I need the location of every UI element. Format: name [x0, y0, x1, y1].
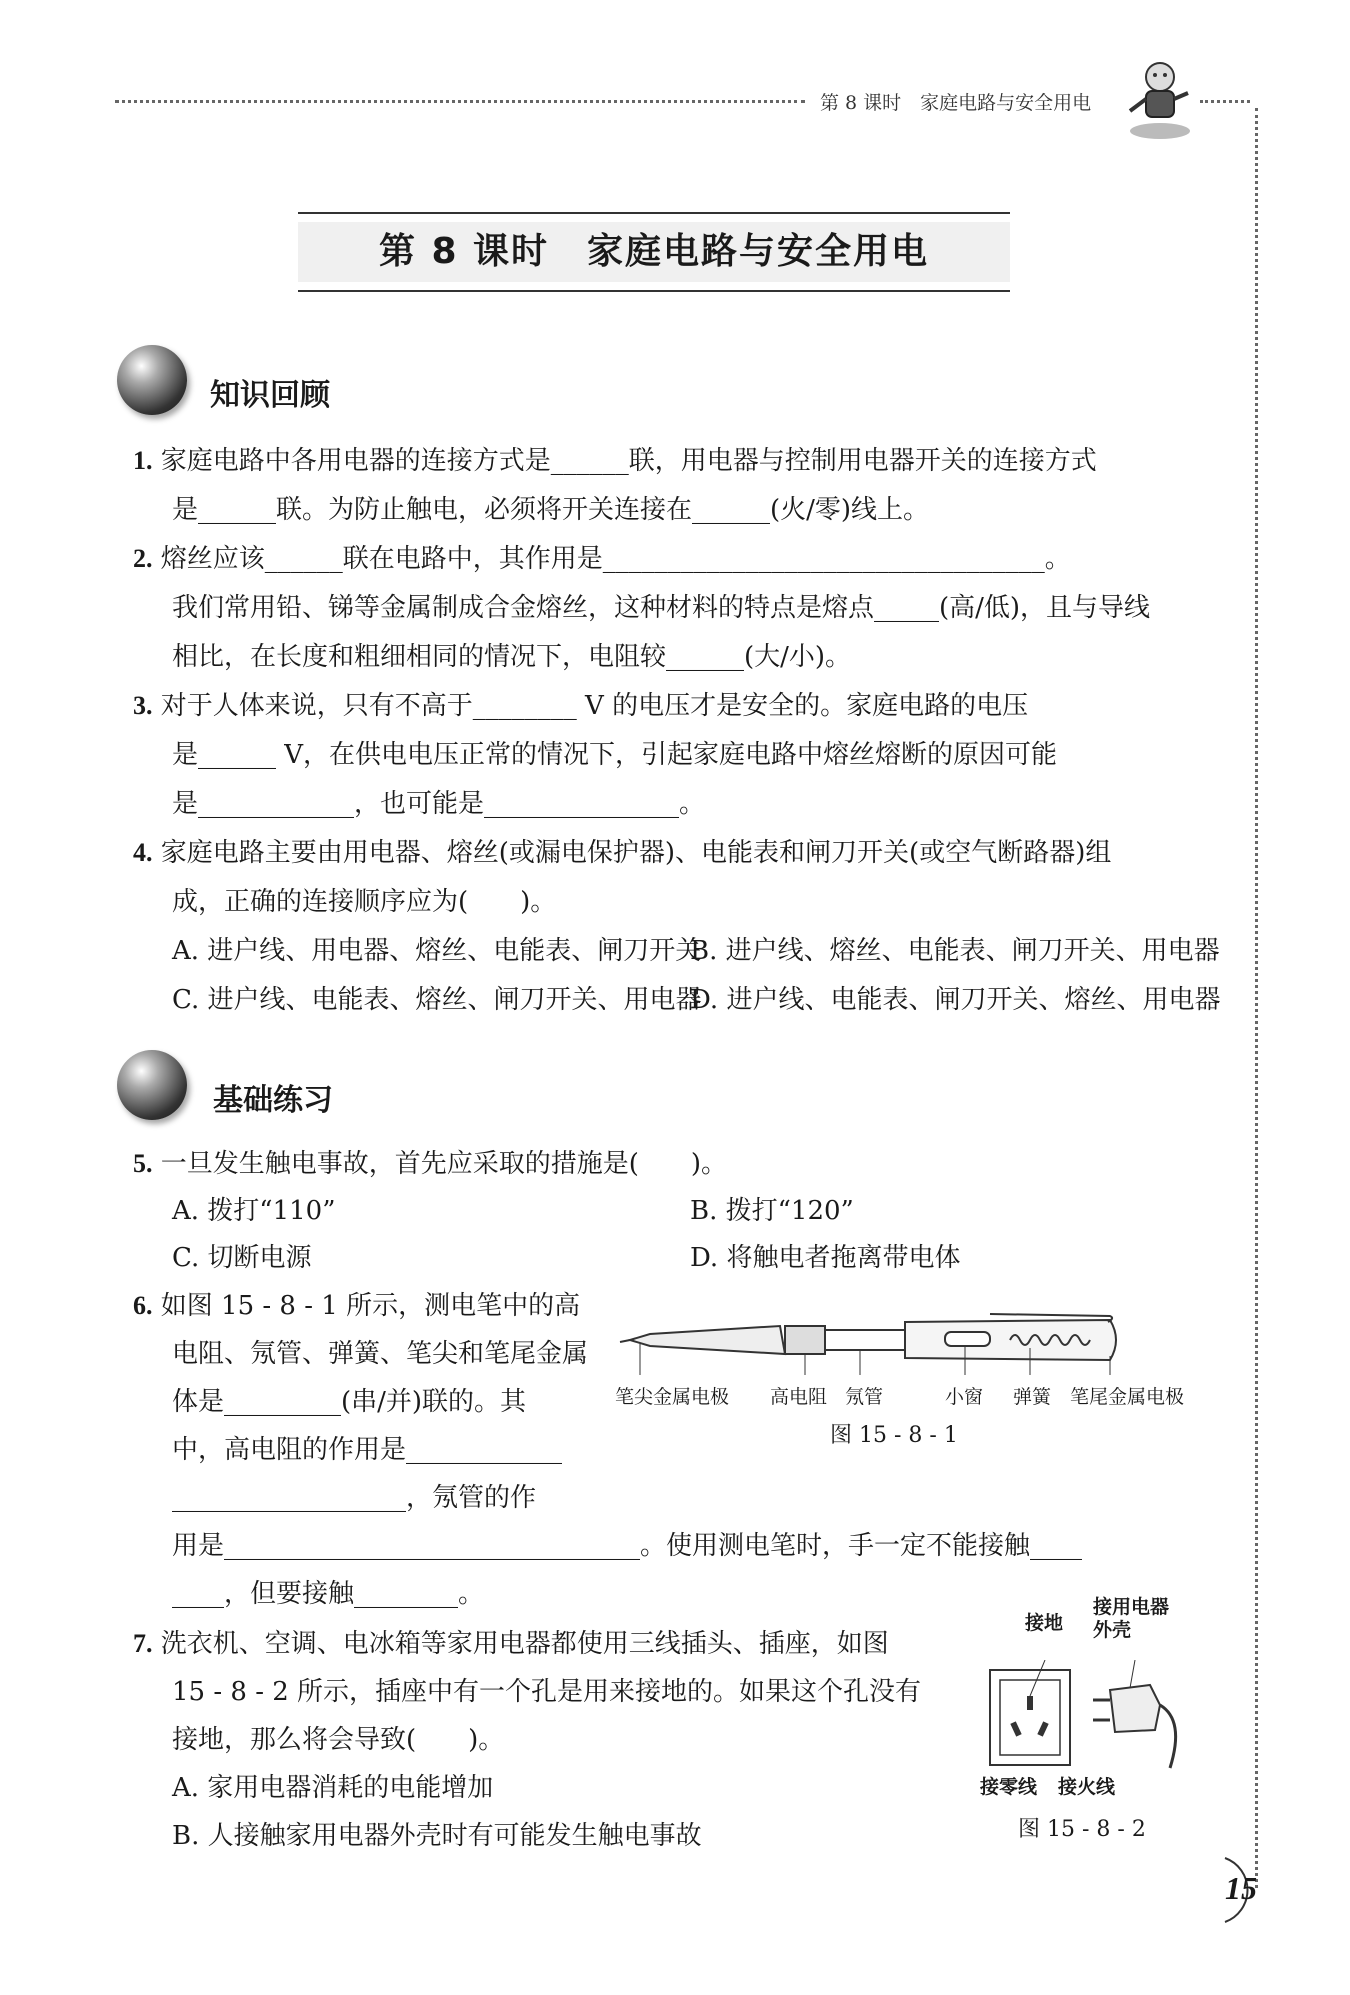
- option-b: B. 进户线、熔丝、电能表、闸刀开关、用电器: [690, 936, 1220, 966]
- question-line: 体是_________(串/并)联的。其: [172, 1387, 527, 1417]
- question-line: 成，正确的连接顺序应为( )。: [172, 887, 557, 917]
- option-b: B. 拨打“120”: [690, 1196, 854, 1226]
- section-ball-icon: [117, 1050, 187, 1120]
- header-dotted-rule-right: [1200, 100, 1250, 103]
- fig-label: 接火线: [1058, 1776, 1116, 1798]
- question-line: 7. 洗衣机、空调、电冰箱等家用电器都使用三线插头、插座，如图: [133, 1629, 889, 1659]
- question-line: 中，高电阻的作用是____________: [172, 1435, 563, 1465]
- fig-label: 接零线: [980, 1776, 1038, 1798]
- page-number: 15: [1225, 1870, 1257, 1906]
- question-line: 是______ V，在供电电压正常的情况下，引起家庭电路中熔丝熔断的原因可能: [172, 740, 1058, 770]
- section-title-practice: 基础练习: [213, 1083, 333, 1118]
- question-line: 是____________，也可能是_______________。: [172, 789, 706, 819]
- option-c: C. 进户线、电能表、熔丝、闸刀开关、用电器: [172, 985, 702, 1015]
- option-c: C. 切断电源: [172, 1243, 312, 1273]
- option-a: A. 拨打“110”: [172, 1196, 336, 1226]
- fig-label: 笔尖金属电极: [615, 1386, 730, 1408]
- fig-label: 笔尾金属电极: [1070, 1386, 1185, 1408]
- fig-label: 接地: [1025, 1612, 1064, 1634]
- option-b: B. 人接触家用电器外壳时有可能发生触电事故: [172, 1821, 702, 1851]
- question-line: 3. 对于人体来说，只有不高于________ V 的电压才是安全的。家庭电路的电压: [133, 691, 1029, 721]
- fig-label: 弹簧: [1013, 1386, 1052, 1408]
- question-line: 相比，在长度和粗细相同的情况下，电阻较______(大/小)。: [172, 642, 852, 672]
- question-line: 用是________________________________。使用测电笔时，手一定不能接触____: [172, 1531, 1083, 1561]
- fig-label: 氖管: [845, 1386, 884, 1408]
- header-dotted-rule: [115, 100, 805, 103]
- question-line: 1. 家庭电路中各用电器的连接方式是______联，用电器与控制用电器开关的连接方式: [133, 446, 1097, 476]
- figure-caption: 图 15 - 8 - 1: [830, 1423, 958, 1448]
- question-line: 2. 熔丝应该______联在电路中，其作用是__________________________________。: [133, 544, 1071, 574]
- question-line: __________________，氖管的作: [172, 1483, 537, 1513]
- fig-label: 接用电器: [1093, 1596, 1170, 1618]
- question-line: 5. 一旦发生触电事故，首先应采取的措施是( )。: [133, 1149, 728, 1179]
- section-ball-icon: [117, 345, 187, 415]
- option-a: A. 进户线、用电器、熔丝、电能表、闸刀开关: [172, 936, 702, 966]
- question-line: 我们常用铅、锑等金属制成合金熔丝，这种材料的特点是熔点_____(高/低)，且与导线: [172, 593, 1151, 623]
- question-line: 接地，那么将会导致( )。: [172, 1725, 505, 1755]
- option-d: D. 将触电者拖离带电体: [690, 1243, 961, 1273]
- title-top-rule: [298, 212, 1010, 214]
- mascot-icon: [1120, 55, 1200, 145]
- question-line: 6. 如图 15 - 8 - 1 所示，测电笔中的高: [133, 1291, 581, 1321]
- fig-label: 外壳: [1093, 1619, 1132, 1641]
- question-line: 是______联。为防止触电，必须将开关连接在______(火/零)线上。: [172, 495, 930, 525]
- running-header: 第 8 课时 家庭电路与安全用电: [820, 92, 1092, 114]
- question-line: 电阻、氖管、弹簧、笔尖和笔尾金属: [172, 1339, 589, 1369]
- question-line: 15 - 8 - 2 所示，插座中有一个孔是用来接地的。如果这个孔没有: [172, 1677, 922, 1707]
- socket-plug-figure: [985, 1660, 1195, 1770]
- option-a: A. 家用电器消耗的电能增加: [172, 1773, 494, 1803]
- option-d: D. 进户线、电能表、闸刀开关、熔丝、用电器: [690, 985, 1221, 1015]
- question-line: ____，但要接触________。: [172, 1579, 485, 1609]
- figure-caption: 图 15 - 8 - 2: [1018, 1817, 1146, 1842]
- section-title-review: 知识回顾: [210, 378, 330, 413]
- question-line: 4. 家庭电路主要由用电器、熔丝(或漏电保护器)、电能表和闸刀开关(或空气断路器)组: [133, 838, 1112, 868]
- page-title: 第 8 课时 家庭电路与安全用电: [298, 222, 1010, 282]
- title-bottom-rule: [298, 290, 1010, 292]
- fig-label: 高电阻: [770, 1386, 828, 1408]
- fig-label: 小窗: [945, 1386, 984, 1408]
- margin-dotted-rule: [1255, 108, 1258, 1888]
- test-pen-figure: [610, 1300, 1130, 1380]
